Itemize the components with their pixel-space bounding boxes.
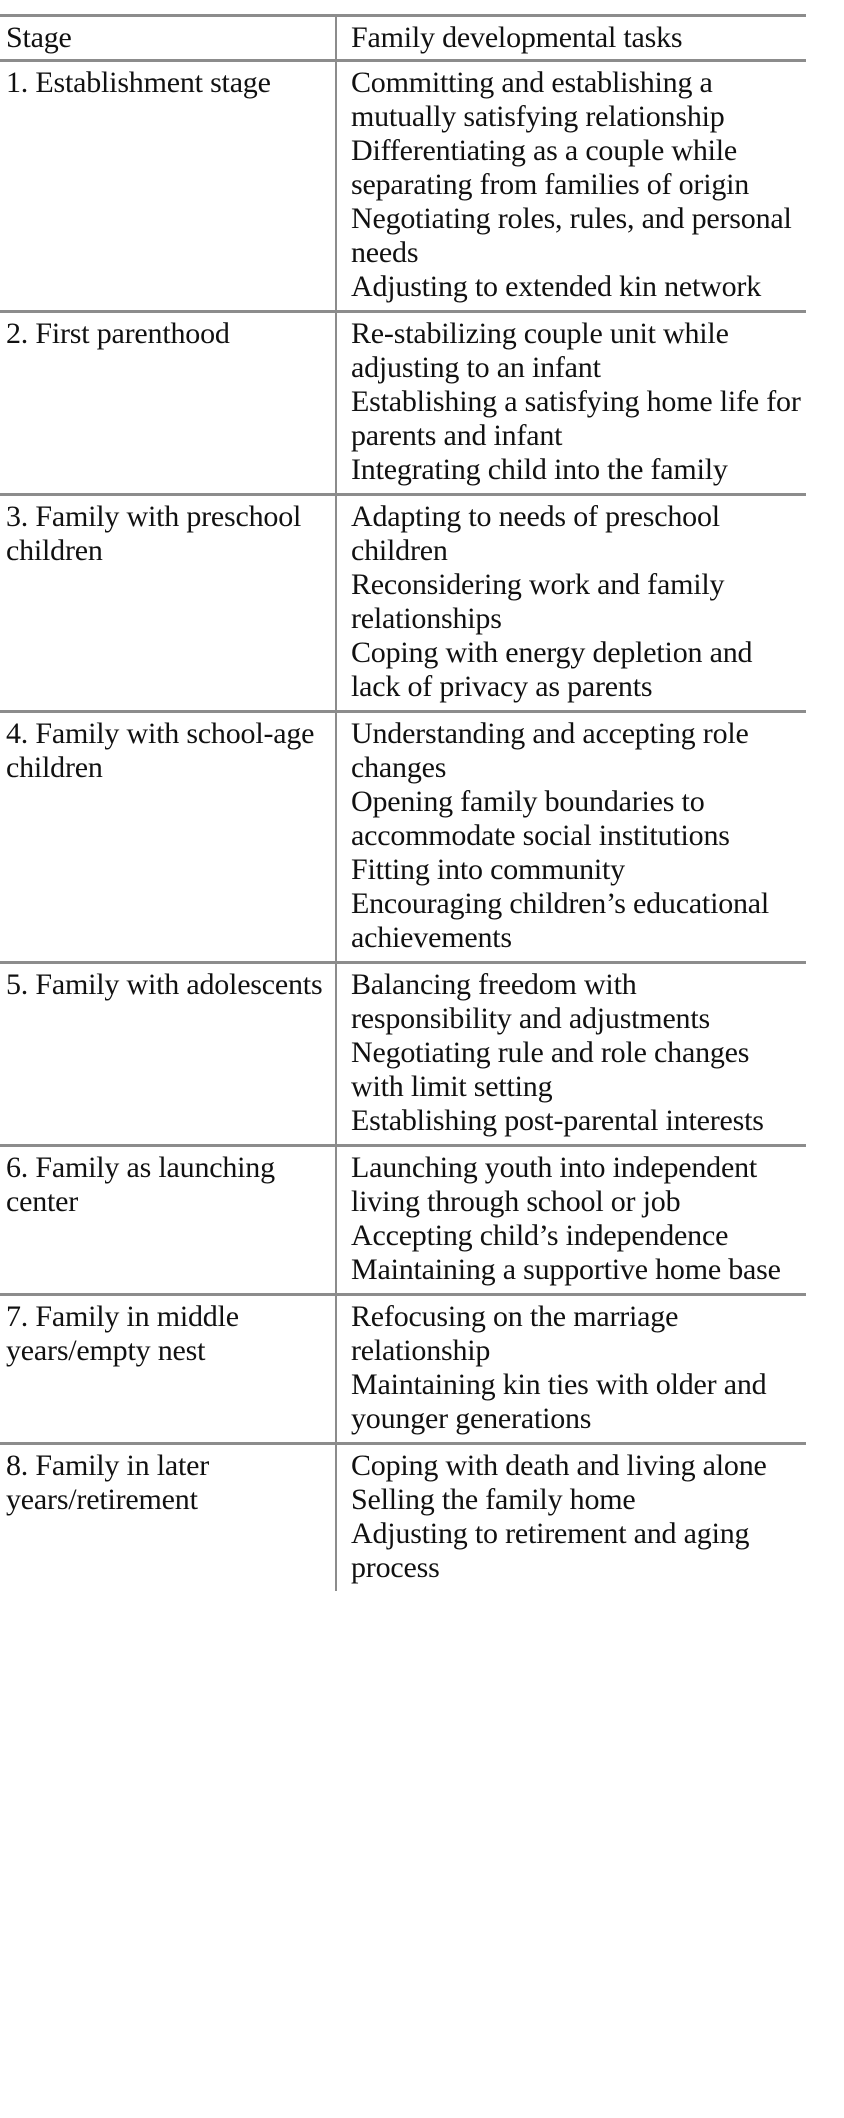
task-item: Fitting into community [351,853,625,886]
tasks-cell [336,963,806,1146]
task-item: Accepting child’s independence [351,1219,729,1252]
task-item: Encouraging children’s educational achievements [351,887,770,954]
family-stages-table [0,14,806,1591]
stage-cell: 7. Family in middle years/empty nest [0,1295,336,1444]
table-row [0,1295,806,1444]
task-item: Adapting to needs of preschool children [351,500,720,567]
task-item: Reconsidering work and family relationships [351,568,725,635]
tasks-cell [336,61,806,312]
task-item: Integrating child into the family [351,453,728,486]
task-item: Re-stabilizing couple unit while adjusting to an infant [351,317,729,384]
task-item: Negotiating roles, rules, and personal needs [351,202,792,269]
table-row [0,712,806,963]
task-item: Differentiating as a couple while separating from families of origin [351,134,750,201]
task-item: Negotiating rule and role changes with limit setting [351,1036,750,1103]
stage-cell: 1. Establishment stage [0,61,336,312]
task-item: Opening family boundaries to accommodate social institutions [351,785,730,852]
task-item: Maintaining a supportive home base [351,1253,781,1286]
family-stages-table-container [0,14,806,1591]
task-item: Balancing freedom with responsibility and adjustments [351,968,710,1035]
task-item: Coping with energy depletion and lack of privacy as parents [351,636,753,703]
task-item: Committing and establishing a mutually satisfying relationship [351,66,725,133]
task-item: Adjusting to extended kin network [351,270,762,303]
tasks-cell [336,1295,806,1444]
tasks-cell [336,712,806,963]
task-item: Adjusting to retirement and aging process [351,1517,750,1584]
table-row [0,1146,806,1295]
task-item: Establishing a satisfying home life for parents and infant [351,385,801,452]
task-item: Understanding and accepting role changes [351,717,749,784]
tasks-cell [336,495,806,712]
stage-cell: 8. Family in later years/retirement [0,1444,336,1592]
table-row [0,312,806,495]
tasks-cell [336,1444,806,1592]
stage-cell: 6. Family as launching center [0,1146,336,1295]
task-item: Launching youth into independent living through school or job [351,1151,758,1218]
task-item: Selling the family home [351,1483,636,1516]
table-row [0,1444,806,1592]
stage-cell: 3. Family with preschool children [0,495,336,712]
tasks-cell [336,312,806,495]
table-row [0,963,806,1146]
stage-cell: 4. Family with school-age children [0,712,336,963]
table-row [0,61,806,312]
task-item: Refocusing on the marriage relationship [351,1300,679,1367]
task-item: Coping with death and living alone [351,1449,767,1482]
stage-cell: 2. First parenthood [0,312,336,495]
table-header-row [0,16,806,61]
tasks-cell [336,1146,806,1295]
table-row [0,495,806,712]
task-item: Establishing post-parental interests [351,1104,764,1137]
header-stage: Stage [0,16,336,61]
header-tasks: Family developmental tasks [351,21,683,54]
task-item: Maintaining kin ties with older and younger generations [351,1368,767,1435]
stage-cell: 5. Family with adolescents [0,963,336,1146]
